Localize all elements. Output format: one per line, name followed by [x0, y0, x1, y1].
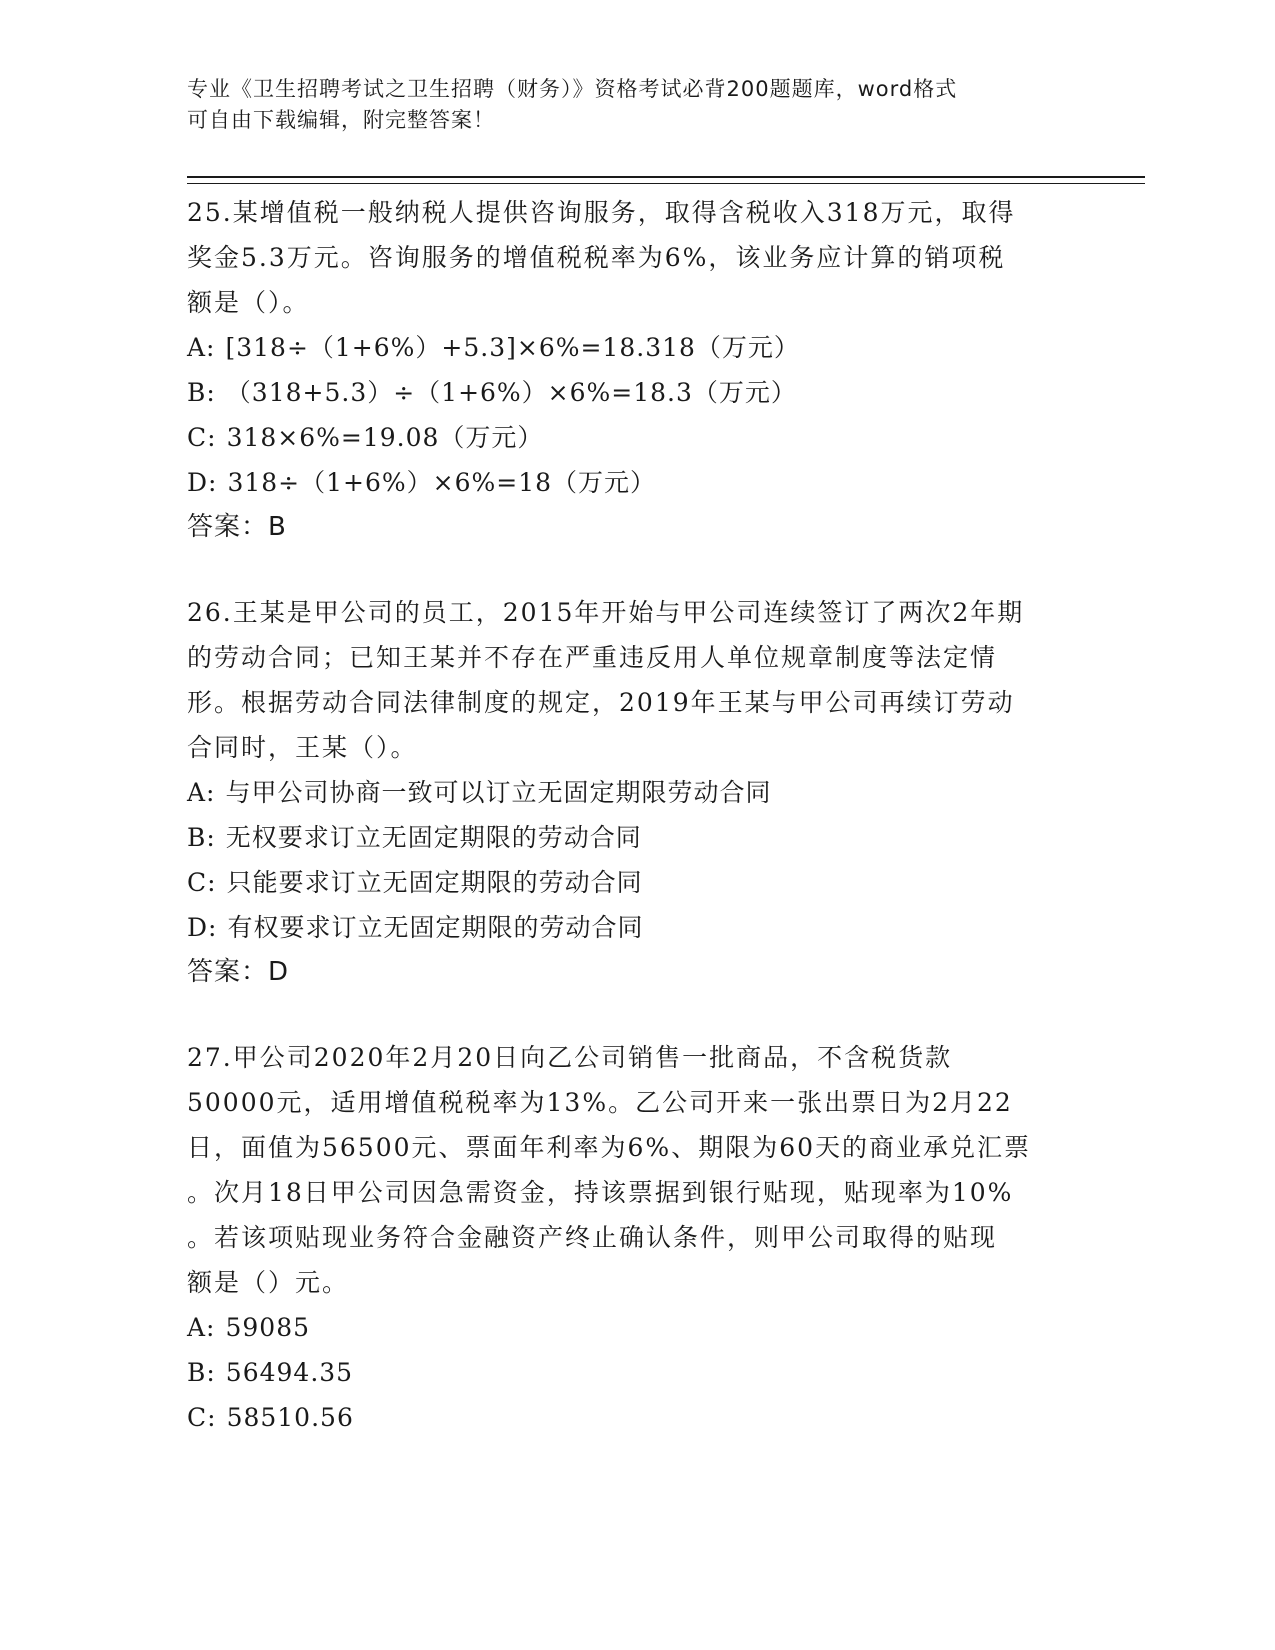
option-text: 318×6%=19.08（万元） — [226, 423, 544, 452]
stem-line: 日，面值为56500元、票面年利率为6%、期限为60天的商业承兑汇票 — [187, 1133, 1032, 1162]
option-label: B: — [187, 823, 216, 852]
option-c — [187, 415, 1087, 460]
answer: 答案：D — [187, 957, 290, 987]
option-text: 59085 — [225, 1313, 311, 1342]
option-text: 无权要求订立无固定期限的劳动合同 — [225, 823, 642, 852]
option-a — [187, 1305, 1087, 1350]
option-b — [187, 1350, 1087, 1395]
option-label: A: — [187, 333, 216, 362]
stem-line: 形。根据劳动合同法律制度的规定，2019年王某与甲公司再续订劳动 — [187, 688, 1015, 717]
option-text: 56494.35 — [225, 1358, 354, 1387]
stem-line: 25.某增值税一般纳税人提供咨询服务，取得含税收入318万元，取得 — [187, 198, 1016, 227]
option-d — [187, 460, 1087, 505]
option-label: B: — [187, 1358, 216, 1387]
option-b — [187, 815, 1087, 860]
option-a — [187, 325, 1087, 370]
stem-line: 。次月18日甲公司因急需资金，持该票据到银行贴现，贴现率为10% — [187, 1178, 1014, 1207]
stem-line: 26.王某是甲公司的员工，2015年开始与甲公司连续签订了两次2年期 — [187, 598, 1025, 627]
answer: 答案：B — [187, 512, 287, 542]
option-label: A: — [187, 1313, 216, 1342]
option-label: C: — [187, 1403, 217, 1432]
option-b — [187, 370, 1087, 415]
stem-line: 的劳动合同；已知王某并不存在严重违反用人单位规章制度等法定情 — [187, 643, 998, 672]
question-list — [187, 190, 1087, 1480]
option-text: 只能要求订立无固定期限的劳动合同 — [226, 868, 643, 897]
header-line-2: 可自由下载编辑，附完整答案！ — [187, 108, 495, 132]
question-27 — [187, 1035, 1087, 1440]
option-text: （318+5.3）÷（1+6%）×6%=18.3（万元） — [225, 378, 797, 407]
option-a — [187, 770, 1087, 815]
option-d — [187, 905, 1087, 950]
question-stem — [187, 190, 1087, 325]
option-label: D: — [187, 913, 218, 942]
document-header — [187, 74, 1087, 136]
header-divider-thin — [187, 183, 1145, 184]
stem-line: 50000元，适用增值税税率为13%。乙公司开来一张出票日为2月22 — [187, 1088, 1013, 1117]
question-stem — [187, 590, 1087, 770]
option-text: 有权要求订立无固定期限的劳动合同 — [227, 913, 644, 942]
option-text: 58510.56 — [226, 1403, 354, 1432]
stem-line: 27.甲公司2020年2月20日向乙公司销售一批商品，不含税货款 — [187, 1043, 953, 1072]
question-26 — [187, 590, 1087, 995]
stem-line: 奖金5.3万元。咨询服务的增值税税率为6%，该业务应计算的销项税 — [187, 243, 1006, 272]
header-divider-thick — [187, 176, 1145, 178]
option-text: 与甲公司协商一致可以订立无固定期限劳动合同 — [225, 778, 772, 807]
option-c — [187, 1395, 1087, 1440]
option-text: 318÷（1+6%）×6%=18（万元） — [227, 468, 657, 497]
stem-line: 。若该项贴现业务符合金融资产终止确认条件，则甲公司取得的贴现 — [187, 1223, 998, 1252]
stem-line: 额是（）。 — [187, 288, 310, 317]
question-stem — [187, 1035, 1087, 1305]
stem-line: 额是（）元。 — [187, 1268, 350, 1297]
option-label: C: — [187, 423, 217, 452]
question-25 — [187, 190, 1087, 550]
option-c — [187, 860, 1087, 905]
option-label: A: — [187, 778, 216, 807]
option-label: B: — [187, 378, 216, 407]
header-line-1: 专业《卫生招聘考试之卫生招聘（财务）》资格考试必背200题题库，word格式 — [187, 77, 958, 101]
stem-line: 合同时，王某（）。 — [187, 733, 418, 762]
option-text: [318÷（1+6%）+5.3]×6%=18.318（万元） — [225, 333, 800, 362]
option-label: D: — [187, 468, 218, 497]
option-label: C: — [187, 868, 217, 897]
